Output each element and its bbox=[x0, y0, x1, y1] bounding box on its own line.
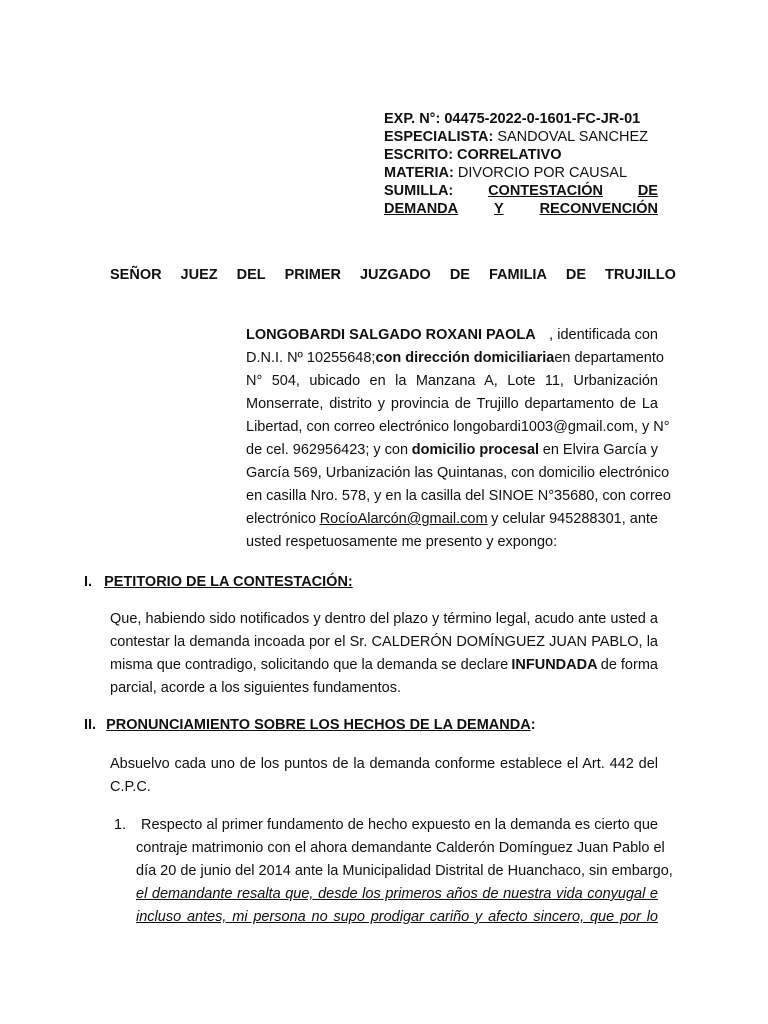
paragraph-text: de forma bbox=[600, 657, 658, 673]
section-2-paragraph bbox=[110, 755, 658, 801]
item-line: día 20 de junio del 2014 ante la Municipalidad Distrital de Huanchaco, sin embargo, bbox=[136, 863, 673, 879]
salutation-word: JUEZ bbox=[180, 267, 218, 283]
intro-text: con dirección domiciliaria bbox=[375, 350, 555, 366]
item-line: el demandante resalta que, desde los primeros años de nuestra vida conyugal e bbox=[136, 886, 658, 902]
salutation-word: DEL bbox=[236, 267, 266, 283]
intro-text: domicilio procesal bbox=[411, 442, 540, 458]
intro-text: electrónico bbox=[246, 511, 317, 527]
intro-line bbox=[246, 510, 658, 533]
section-number: II. bbox=[84, 717, 97, 733]
salutation-word: FAMILIA bbox=[488, 267, 547, 283]
salutation-word: SEÑOR bbox=[110, 267, 162, 283]
sumilla-line-1 bbox=[384, 182, 658, 200]
intro-line bbox=[246, 326, 658, 349]
sumilla-label: SUMILLA: bbox=[384, 183, 454, 199]
sumilla-word: RECONVENCIÓN bbox=[539, 201, 658, 217]
intro-line: en casilla Nro. 578, y en la casilla del SINOE N°35680, con correo bbox=[246, 488, 671, 504]
item-line: contraje matrimonio con el ahora demandante Calderón Domínguez Juan Pablo el bbox=[136, 840, 665, 856]
sumilla-word: CONTESTACIÓN bbox=[488, 183, 604, 199]
list-item bbox=[136, 816, 673, 931]
item-line: incluso antes, mi persona no supo prodigar cariño y afecto sincero, que por lo bbox=[136, 909, 658, 925]
paragraph-line: C.P.C. bbox=[110, 779, 151, 795]
party-name: LONGOBARDI SALGADO ROXANI PAOLA bbox=[246, 327, 536, 343]
section-1-paragraph bbox=[110, 610, 658, 702]
salutation-word: JUZGADO bbox=[359, 267, 431, 283]
paragraph-line bbox=[110, 656, 658, 679]
intro-text: de cel. 962956423; y con bbox=[246, 442, 409, 458]
intro-line: usted respetuosamente me presento y expongo: bbox=[246, 534, 558, 550]
intro-line: Libertad, con correo electrónico longobardi1003@gmail.com, y N° bbox=[246, 419, 670, 435]
salutation-word: TRUJILLO bbox=[605, 267, 676, 283]
section-title: PETITORIO DE LA CONTESTACIÓN: bbox=[104, 574, 353, 590]
especialista-line bbox=[384, 128, 658, 146]
paragraph-text: misma que contradigo, solicitando que la demanda se declare bbox=[110, 657, 509, 673]
section-title-colon: : bbox=[530, 717, 536, 733]
materia-line bbox=[384, 164, 658, 182]
intro-text: D.N.I. Nº 10255648; bbox=[246, 350, 376, 366]
paragraph-text: INFUNDADA bbox=[511, 657, 598, 673]
email-link[interactable]: RocíoAlarcón@gmail.com bbox=[319, 511, 488, 527]
salutation-word: PRIMER bbox=[284, 267, 341, 283]
especialista-value: SANDOVAL SANCHEZ bbox=[497, 129, 648, 145]
materia-value: DIVORCIO POR CAUSAL bbox=[457, 165, 628, 181]
intro-line: García 569, Urbanización las Quintanas, con domicilio electrónico bbox=[246, 465, 670, 481]
intro-text: en departamento bbox=[554, 350, 664, 366]
party-identification bbox=[246, 326, 671, 556]
materia-label: MATERIA: bbox=[384, 165, 454, 181]
salutation-word: DE bbox=[565, 267, 587, 283]
sumilla-word: Y bbox=[494, 201, 504, 217]
paragraph-line: Que, habiendo sido notificados y dentro del plazo y término legal, acudo ante usted a bbox=[110, 611, 658, 627]
expediente-label: EXP. N°: bbox=[384, 111, 441, 127]
intro-line: N° 504, ubicado en la Manzana A, Lote 11, Urbanización bbox=[246, 373, 658, 389]
intro-text: , identificada con bbox=[549, 327, 658, 343]
intro-line bbox=[246, 349, 664, 372]
paragraph-line: contestar la demanda incoada por el Sr. CALDERÓN DOMÍNGUEZ JUAN PABLO, la bbox=[110, 634, 658, 650]
item-line: Respecto al primer fundamento de hecho expuesto en la demanda es cierto que bbox=[141, 817, 658, 833]
paragraph-line: parcial, acorde a los siguientes fundamentos. bbox=[110, 680, 401, 696]
sumilla-word: DEMANDA bbox=[384, 201, 459, 217]
section-title: PRONUNCIAMIENTO SOBRE LOS HECHOS DE LA DEMANDA bbox=[106, 717, 531, 733]
salutation-word: DE bbox=[449, 267, 470, 283]
intro-line bbox=[246, 441, 658, 464]
intro-line: Monserrate, distrito y provincia de Trujillo departamento de La bbox=[246, 396, 658, 412]
salutation bbox=[110, 266, 676, 284]
intro-text: y celular 945288301, ante bbox=[491, 511, 658, 527]
section-2-heading bbox=[84, 716, 536, 734]
case-header bbox=[384, 110, 658, 218]
expediente-number: 04475-2022-0-1601-FC-JR-01 bbox=[444, 111, 641, 127]
expediente-line bbox=[384, 110, 658, 128]
paragraph-line: Absuelvo cada uno de los puntos de la demanda conforme establece el Art. 442 del bbox=[110, 756, 658, 772]
escrito-line: ESCRITO: CORRELATIVO bbox=[384, 147, 562, 163]
section-1-heading bbox=[84, 573, 353, 591]
especialista-label: ESPECIALISTA: bbox=[384, 129, 494, 145]
sumilla-line-2 bbox=[384, 200, 658, 218]
list-item-number: 1. bbox=[114, 817, 127, 833]
section-number: I. bbox=[84, 574, 93, 590]
sumilla-word: DE bbox=[637, 183, 658, 199]
intro-text: en Elvira García y bbox=[542, 442, 658, 458]
